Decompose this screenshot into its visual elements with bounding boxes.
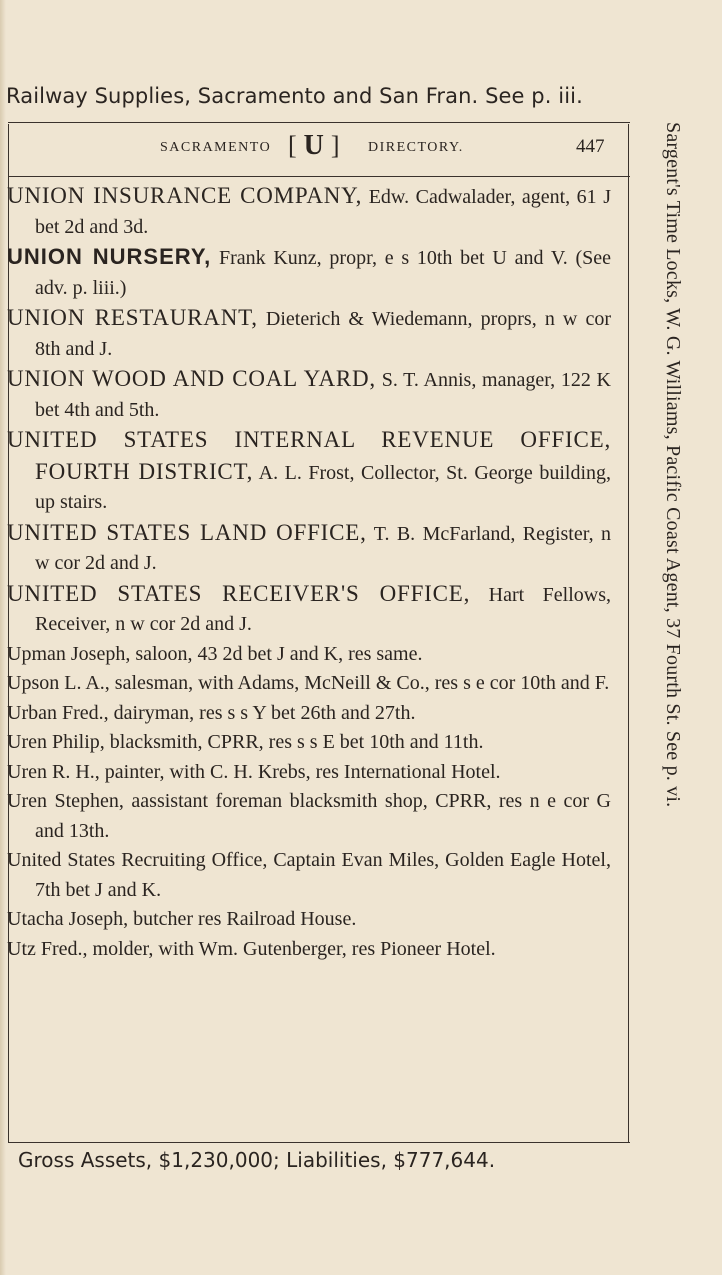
directory-entry — [7, 640, 611, 670]
bracket-open: [ — [288, 131, 297, 160]
entry-detail: Dieterich & Wiedemann, proprs, n w cor 8th and J. — [35, 308, 611, 360]
entry-detail: Uren Stephen, aassistant foreman blacksmith shop, CPRR, res n e cor G and 13th. — [7, 790, 611, 842]
directory-entry — [7, 699, 611, 729]
entry-detail: Uren Philip, blacksmith, CPRR, res s s E bet 10th and 11th. — [7, 731, 484, 753]
top-rule — [8, 122, 630, 123]
header-letter — [288, 130, 340, 162]
entry-name: UNITED STATES INTERNAL REVENUE OFFICE, FOURTH DISTRICT, — [7, 427, 611, 484]
top-advertisement: Railway Supplies, Sacramento and San Fran. See p. iii. — [6, 84, 583, 108]
entry-detail: T. B. McFarland, Register, n w cor 2d and J. — [35, 522, 611, 574]
directory-entry — [7, 518, 611, 579]
page-edge — [0, 0, 6, 1275]
header-rule — [8, 176, 630, 177]
entry-detail: Utz Fred., molder, with Wm. Gutenberger, res Pioneer Hotel. — [7, 937, 496, 960]
entry-name: UNION RESTAURANT, — [7, 305, 258, 330]
entry-detail: United States Recruiting Office, Captain Evan Miles, Golden Eagle Hotel, 7th bet J and K. — [7, 849, 611, 901]
directory-entries — [7, 181, 611, 964]
entry-name: UNION WOOD AND COAL YARD, — [7, 366, 376, 391]
directory-entry — [7, 364, 611, 425]
running-header — [8, 130, 620, 174]
entry-detail: S. T. Annis, manager, 122 K bet 4th and 5th. — [35, 369, 611, 421]
directory-entry — [7, 303, 611, 364]
directory-entry — [7, 242, 611, 303]
directory-entry — [7, 905, 611, 935]
header-city: SACRAMENTO — [160, 140, 272, 155]
bottom-rule — [8, 1142, 630, 1143]
header-directory: DIRECTORY. — [368, 140, 464, 155]
entry-name: UNITED STATES RECEIVER'S OFFICE, — [7, 580, 471, 606]
directory-entry — [7, 181, 611, 242]
entry-detail: Utacha Joseph, butcher res Railroad House. — [7, 908, 357, 930]
entry-detail: Hart Fellows, Receiver, n w cor 2d and J. — [35, 583, 611, 635]
entry-name: UNITED STATES LAND OFFICE, — [7, 519, 367, 545]
directory-entry — [7, 935, 611, 965]
entry-detail: Frank Kunz, propr, e s 10th bet U and V. (See adv. p. liii.) — [35, 247, 611, 299]
bottom-advertisement: Gross Assets, $1,230,000; Liabilities, $777,644. — [18, 1148, 496, 1172]
entry-detail: Upman Joseph, saloon, 43 2d bet J and K, res same. — [7, 642, 423, 665]
entry-detail: Upson L. A., salesman, with Adams, McNeill & Co., res s e cor 10th and F. — [7, 672, 610, 694]
right-column-rule — [628, 124, 629, 1142]
entry-detail: A. L. Frost, Collector, St. George building, up stairs. — [35, 461, 611, 513]
page-number: 447 — [576, 136, 605, 157]
entry-name: UNION INSURANCE COMPANY, — [7, 183, 363, 208]
section-letter: U — [303, 130, 324, 161]
directory-entry — [7, 728, 611, 758]
directory-entry — [7, 579, 611, 640]
directory-entry — [7, 846, 611, 905]
entry-detail: Edw. Cadwalader, agent, 61 J bet 2d and 3d. — [35, 186, 611, 238]
bracket-close: ] — [330, 131, 340, 160]
side-advertisement: Sargent's Time Locks, W. G. Williams, Pacific Coast Agent, 37 Fourth St. See p. vi. — [662, 122, 684, 808]
entry-detail: Urban Fred., dairyman, res s s Y bet 26th and 27th. — [7, 701, 416, 724]
directory-entry — [7, 758, 611, 788]
entry-name: UNION NURSERY, — [7, 244, 212, 269]
directory-entry — [7, 425, 611, 518]
entry-detail: Uren R. H., painter, with C. H. Krebs, res International Hotel. — [7, 760, 501, 783]
directory-entry — [7, 669, 611, 699]
directory-entry — [7, 787, 611, 846]
